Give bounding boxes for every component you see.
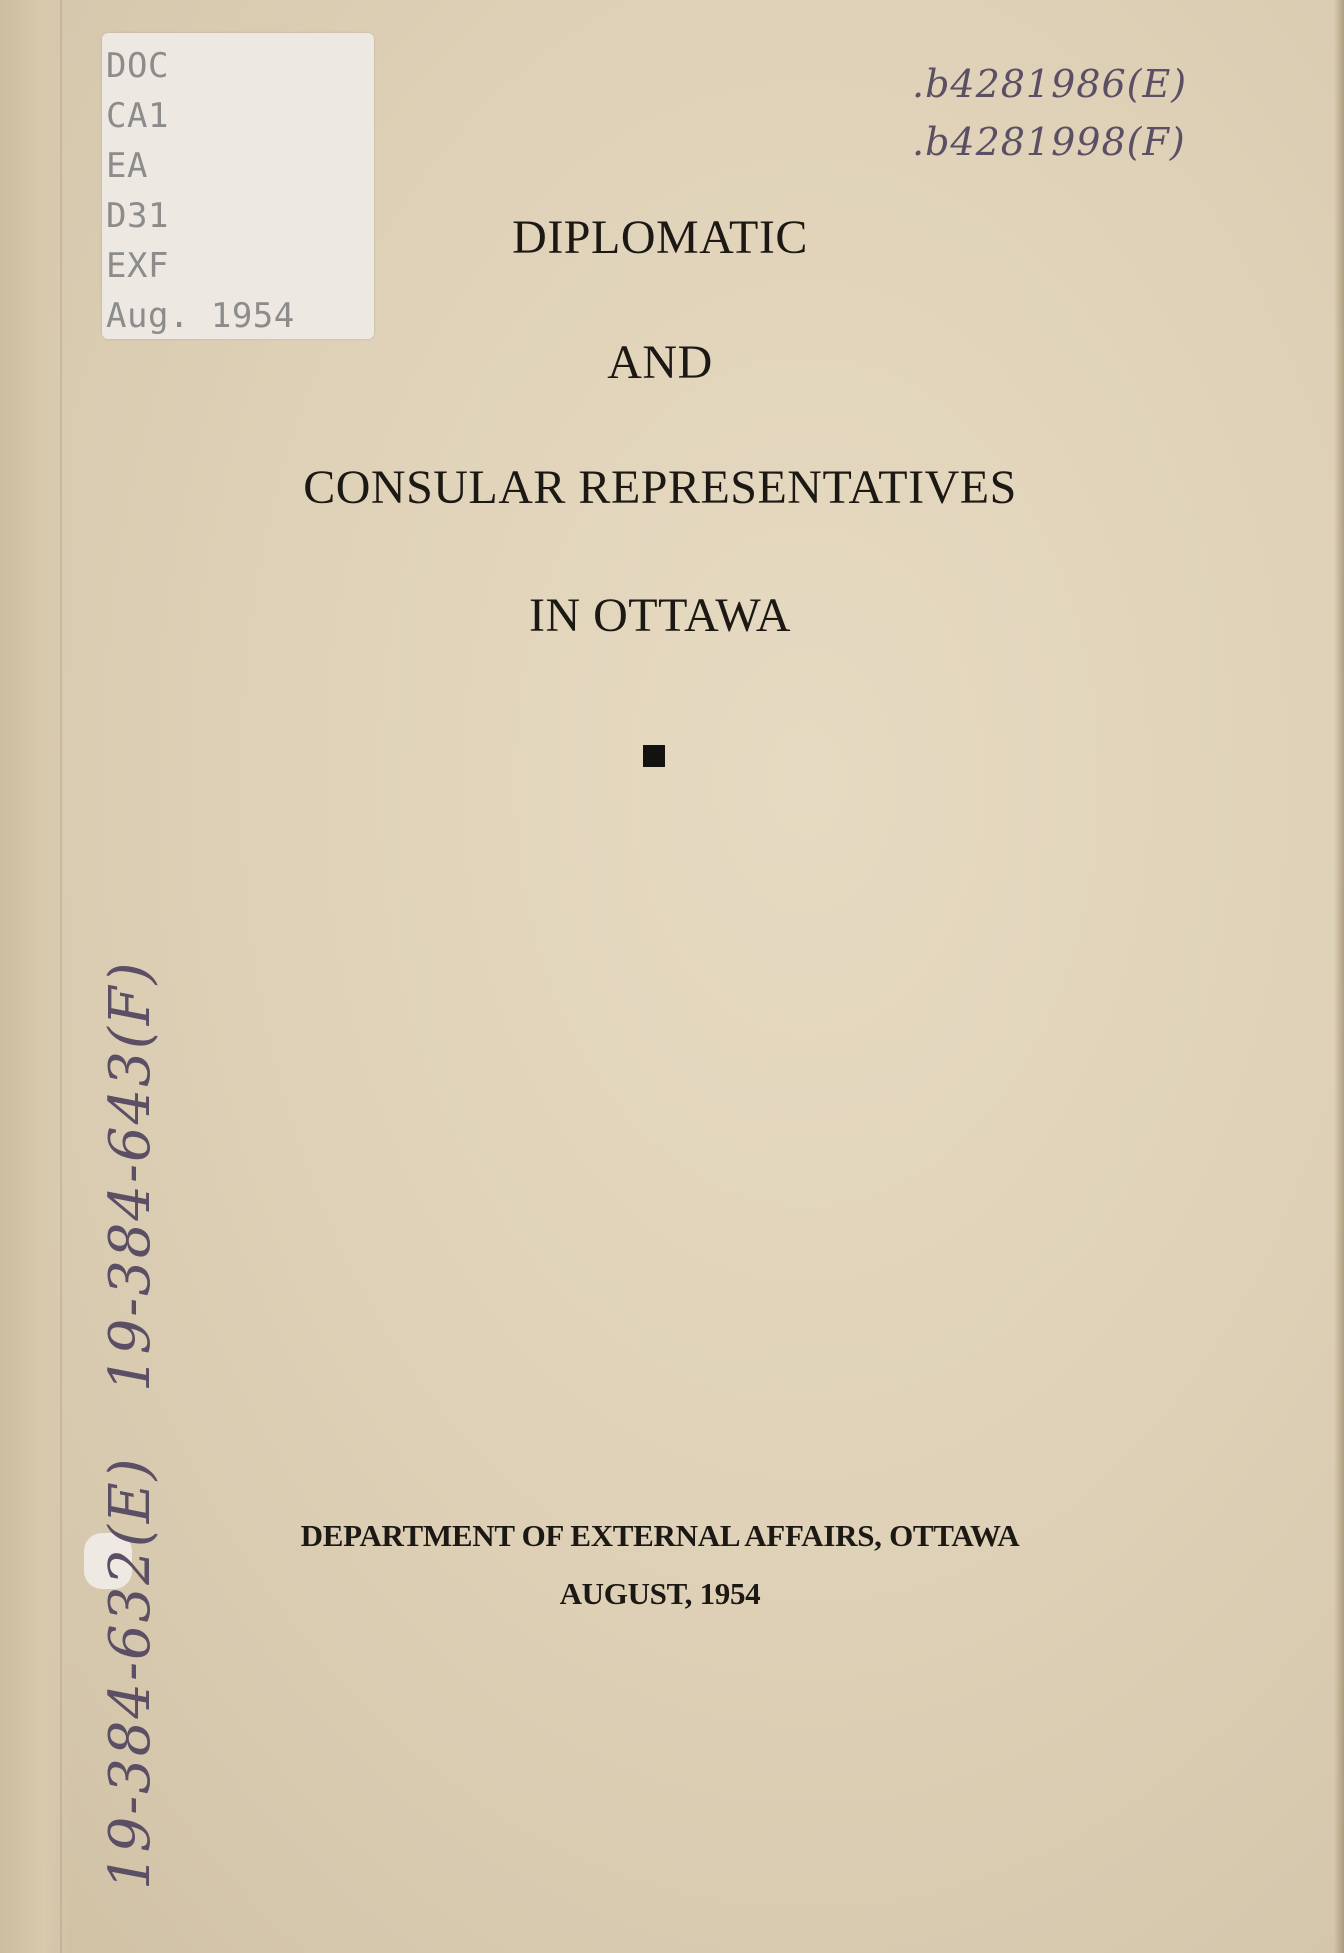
title-line-1: DIPLOMATIC <box>512 211 808 264</box>
publisher-department: DEPARTMENT OF EXTERNAL AFFAIRS, OTTAWA <box>300 1518 1020 1553</box>
call-number-line: EXF <box>106 246 169 286</box>
call-number-line: D31 <box>106 196 169 236</box>
title-line-2: AND <box>607 336 713 389</box>
publication-date: AUGUST, 1954 <box>559 1576 761 1611</box>
handwritten-catalog-number: .b4281998(F) <box>912 120 1186 164</box>
cover-edge-shadow <box>1334 0 1344 1953</box>
square-ornament <box>643 745 665 767</box>
call-number-line: EA <box>106 146 148 186</box>
title-line-4: IN OTTAWA <box>528 589 792 642</box>
call-number-line: Aug. 1954 <box>106 296 295 336</box>
handwritten-catalog-number: .b4281986(E) <box>912 62 1188 106</box>
handwritten-spine-number-english: 19-384-632(E) <box>98 1456 163 1890</box>
call-number-line: CA1 <box>106 96 169 136</box>
library-call-number-label <box>102 33 374 339</box>
handwritten-spine-number-french: 19-384-643(F) <box>98 960 163 1392</box>
call-number-line: DOC <box>106 46 169 86</box>
title-line-3: CONSULAR REPRESENTATIVES <box>303 461 1017 514</box>
spine-fold <box>60 0 62 1953</box>
